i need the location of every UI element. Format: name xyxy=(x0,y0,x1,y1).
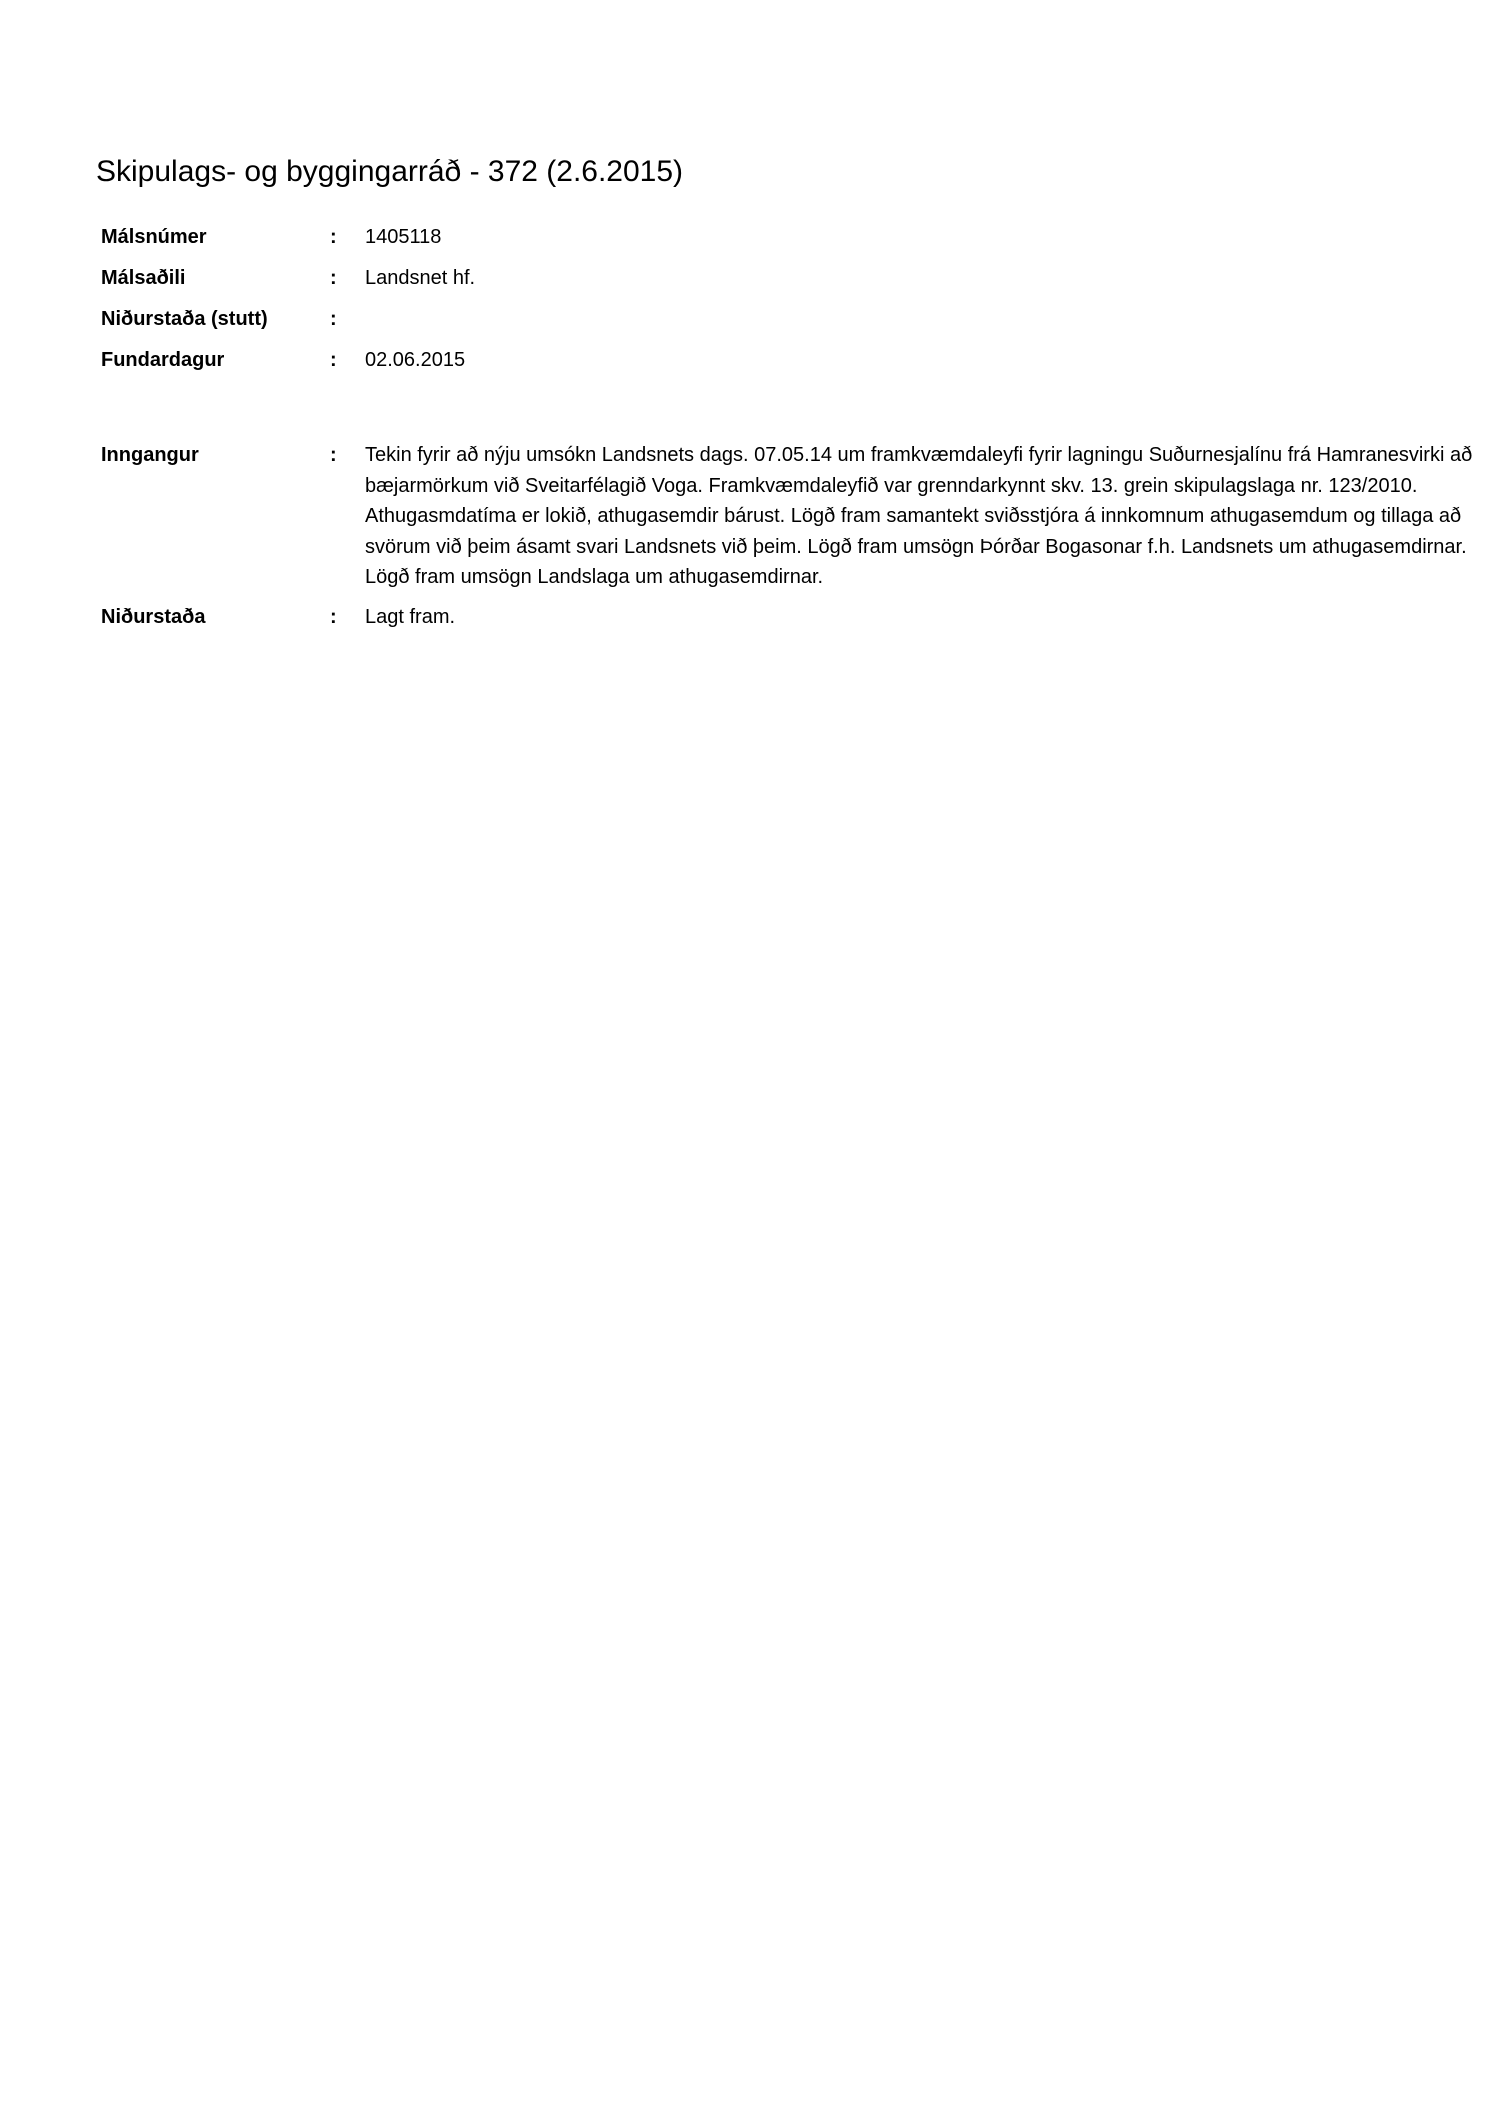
field-value: 02.06.2015 xyxy=(365,349,466,371)
field-separator: : xyxy=(330,444,337,466)
field-label: Niðurstaða xyxy=(101,606,206,628)
field-separator: : xyxy=(330,606,337,628)
field-value: 1405118 xyxy=(365,226,442,248)
field-label: Inngangur xyxy=(101,444,199,466)
field-label: Fundardagur xyxy=(101,349,225,371)
field-separator: : xyxy=(330,349,337,371)
field-separator: : xyxy=(330,226,337,248)
field-value: Lagt fram. xyxy=(365,606,456,628)
field-value: Tekin fyrir að nýju umsókn Landsnets dags. 07.05.14 um framkvæmdaleyfi fyrir lagningu Suðurnesjalínu frá Hamranesvirki að bæjarmörkum við Sveitarfélagið Voga. Framkvæmdaleyfið var grenndarkynnt skv. 13. grein skipulagslaga nr. 123/2010. Athugasmdatíma er lokið, athugasemdir bárust. Lögð fram samantekt sviðsstjóra á innkomnum athugasemdum og tillaga að svörum við þeim ásamt svari Landsnets við þeim. Lögð fram umsögn Þórðar Bogasonar f.h. Landsnets um athugasemdirnar. Lögð fram umsögn Landslaga um athugasemdirnar. xyxy=(365,444,1473,588)
field-label: Málsaðili xyxy=(101,267,186,289)
field-separator: : xyxy=(330,308,337,330)
field-value: Landsnet hf. xyxy=(365,267,476,289)
field-separator: : xyxy=(330,267,337,289)
field-label: Niðurstaða (stutt) xyxy=(101,308,268,330)
page-title: Skipulags- og byggingarráð - 372 (2.6.2015) xyxy=(96,155,684,188)
field-label: Málsnúmer xyxy=(101,226,207,248)
